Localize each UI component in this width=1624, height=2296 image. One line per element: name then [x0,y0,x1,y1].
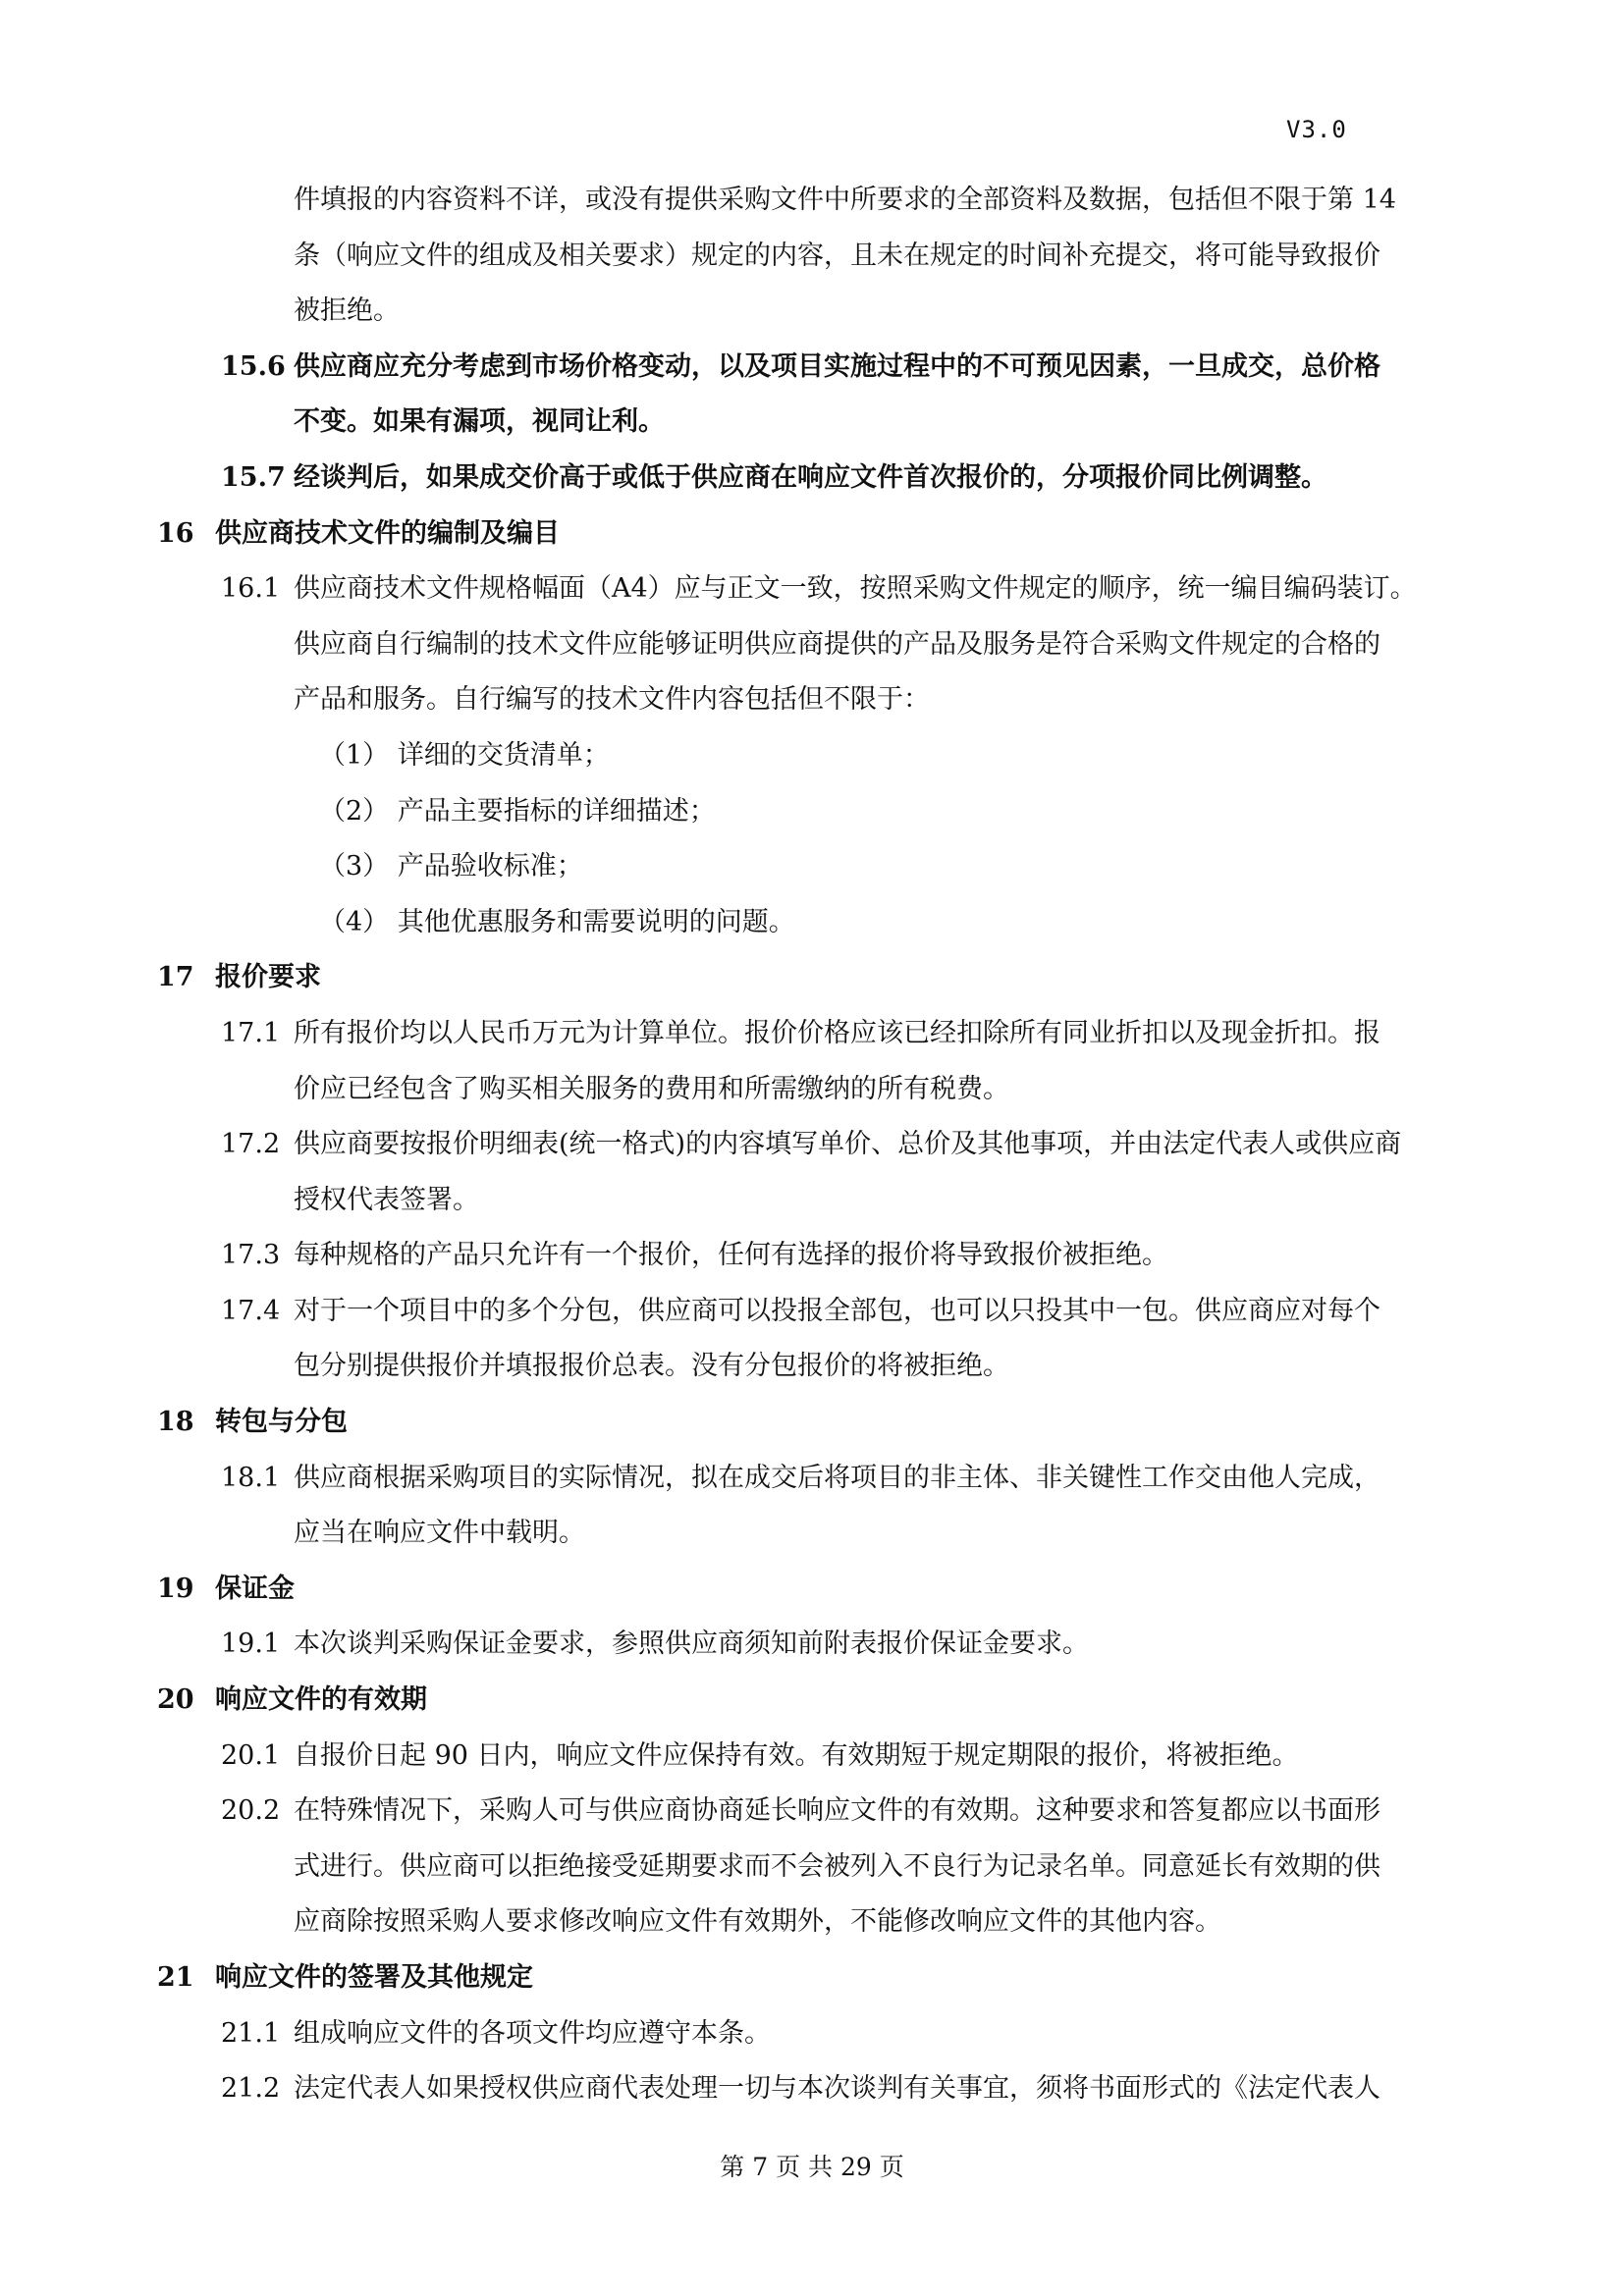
clause-text: 件填报的内容资料不详，或没有提供采购文件中所要求的全部资料及数据，包括但不限于第 14 [294,185,1396,215]
clause-number: 16.1 [221,573,281,605]
clause-line [157,2061,1483,2117]
clause-text: 供应商自行编制的技术文件应能够证明供应商提供的产品及服务是符合采购文件规定的合格的 [294,628,1380,660]
continuation-line [157,1339,1483,1395]
clause-text: （4） 其他优惠服务和需要说明的问题。 [319,906,795,937]
list-item [157,784,1483,840]
clause-text: 被拒绝。 [294,295,400,327]
clause-text: 自报价日起 90 日内，响应文件应保持有效。有效期短于规定期限的报价，将被拒绝。 [294,1739,1299,1771]
clause-number: 18.1 [221,1462,281,1493]
continuation-line [157,1506,1483,1562]
clause-text: 保证金 [215,1573,295,1604]
clause-number: 17.3 [221,1240,281,1271]
continuation-line [157,284,1483,340]
clause-text: 供应商应充分考虑到市场价格变动，以及项目实施过程中的不可预见因素，一旦成交，总价格 [294,350,1380,382]
clause-number: 15.6 [221,350,286,382]
clause-line [157,1228,1483,1284]
continuation-line [157,1840,1483,1896]
clause-line [157,2006,1483,2062]
continuation-line [157,672,1483,728]
clause-text: 授权代表签署。 [294,1184,479,1215]
clause-text: 应当在响应文件中载明。 [294,1518,585,1549]
clause-line [157,340,1483,396]
clause-text: 条（响应文件的组成及相关要求）规定的内容，且未在规定的时间补充提交，将可能导致报价 [294,240,1380,271]
clause-text: 供应商技术文件规格幅面（A4）应与正文一致，按照采购文件规定的顺序，统一编目编码装订。 [294,573,1417,605]
clause-text: 法定代表人如果授权供应商代表处理一切与本次谈判有关事宜，须将书面形式的《法定代表人 [294,2073,1380,2105]
clause-line [157,1729,1483,1785]
clause-number: 19 [157,1573,194,1604]
section-heading [157,950,1483,1006]
continuation-line [157,229,1483,285]
clause-number: 20 [157,1684,194,1716]
section-heading [157,1950,1483,2006]
clause-number: 21 [157,1962,194,1993]
clause-text: 报价要求 [215,962,321,993]
clause-number: 21.1 [221,2017,281,2049]
clause-number: 20.1 [221,1739,281,1771]
clause-text: 本次谈判采购保证金要求，参照供应商须知前附表报价保证金要求。 [294,1629,1089,1660]
clause-text: （2） 产品主要指标的详细描述； [319,795,716,827]
clause-text: 在特殊情况下，采购人可与供应商协商延长响应文件的有效期。这种要求和答复都应以书面形 [294,1795,1380,1827]
clause-text: 应商除按照采购人要求修改响应文件有效期外，不能修改响应文件的其他内容。 [294,1906,1221,1938]
clause-line [157,1006,1483,1062]
clause-text: 每种规格的产品只允许有一个报价，任何有选择的报价将导致报价被拒绝。 [294,1240,1168,1271]
section-heading [157,1395,1483,1451]
clause-number: 21.2 [221,2073,281,2105]
clause-text: 响应文件的有效期 [215,1684,427,1716]
continuation-line [157,617,1483,673]
clause-text: （1） 详细的交货清单； [319,739,610,771]
clause-text: 经谈判后，如果成交价高于或低于供应商在响应文件首次报价的，分项报价同比例调整。 [294,461,1327,493]
clause-text: 响应文件的签署及其他规定 [215,1962,533,1993]
clause-text: 价应已经包含了购买相关服务的费用和所需缴纳的所有税费。 [294,1073,1009,1104]
continuation-line [157,173,1483,229]
clause-line [157,561,1483,617]
list-item [157,728,1483,784]
clause-number: 19.1 [221,1629,281,1660]
clause-number: 17 [157,962,194,993]
clause-text: 供应商要按报价明细表(统一格式)的内容填写单价、总价及其他事项，并由法定代表人或供应商 [294,1129,1402,1160]
clause-text: （3） 产品验收标准； [319,851,583,882]
continuation-line [157,1062,1483,1118]
continuation-line [157,1895,1483,1950]
clause-line [157,1451,1483,1507]
clause-number: 17.4 [221,1295,281,1326]
clause-text: 供应商技术文件的编制及编目 [215,517,560,549]
continuation-line [157,1173,1483,1229]
clause-number: 20.2 [221,1795,281,1827]
clause-text: 不变。如果有漏项，视同让利。 [294,406,665,438]
version-label: V3.0 [1286,116,1347,143]
document-body [157,173,1483,2117]
section-heading [157,1562,1483,1618]
clause-text: 产品和服务。自行编写的技术文件内容包括但不限于： [294,684,930,716]
clause-text: 包分别提供报价并填报报价总表。没有分包报价的将被拒绝。 [294,1351,1009,1382]
clause-number: 17.1 [221,1017,281,1048]
section-heading [157,1673,1483,1729]
clause-text: 式进行。供应商可以拒绝接受延期要求而不会被列入不良行为记录名单。同意延长有效期的供 [294,1850,1380,1882]
clause-number: 15.7 [221,461,286,493]
clause-text: 组成响应文件的各项文件均应遵守本条。 [294,2017,771,2049]
list-item [157,839,1483,895]
clause-number: 17.2 [221,1129,281,1160]
clause-number: 16 [157,517,194,549]
clause-text: 转包与分包 [215,1407,348,1438]
clause-line [157,1117,1483,1173]
clause-line [157,451,1483,507]
clause-line [157,1784,1483,1840]
continuation-line [157,395,1483,451]
clause-text: 所有报价均以人民币万元为计算单位。报价价格应该已经扣除所有同业折扣以及现金折扣。报 [294,1017,1380,1048]
page-footer: 第 7 页 共 29 页 [720,2153,904,2181]
clause-line [157,1284,1483,1340]
section-heading [157,507,1483,562]
clause-text: 供应商根据采购项目的实际情况，拟在成交后将项目的非主体、非关键性工作交由他人完成， [294,1462,1380,1493]
clause-text: 对于一个项目中的多个分包，供应商可以投报全部包，也可以只投其中一包。供应商应对每个 [294,1295,1380,1326]
clause-number: 18 [157,1407,194,1438]
clause-line [157,1617,1483,1673]
list-item [157,895,1483,951]
